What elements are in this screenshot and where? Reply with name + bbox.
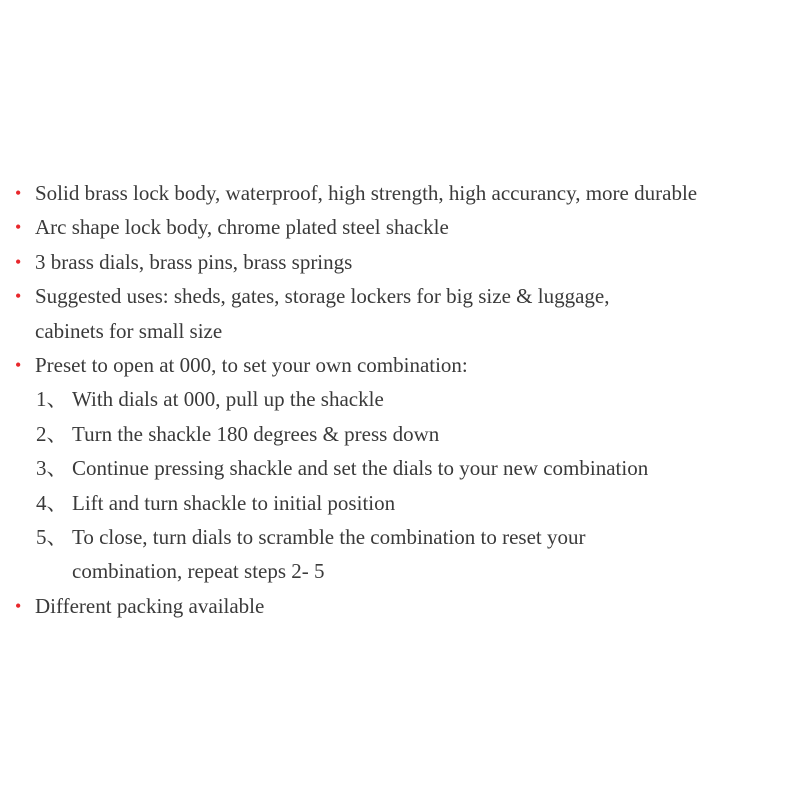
feature-text: Solid brass lock body, waterproof, high strength, high accurancy, more durable (35, 181, 698, 205)
bullet-icon: • (15, 354, 22, 375)
step-item (0, 451, 800, 485)
bullet-icon: • (15, 286, 22, 307)
preset-intro-text: Preset to open at 000, to set your own combination: (35, 352, 468, 377)
step-text: With dials at 000, pull up the shackle (72, 387, 384, 412)
packing-text: Different packing available (35, 593, 265, 618)
suggested-uses-item (0, 279, 800, 313)
step-item (0, 486, 800, 520)
packing-item (0, 589, 800, 623)
step-number: 5、 (36, 524, 68, 549)
feature-item (0, 210, 800, 244)
bullet-icon: • (15, 217, 22, 238)
step-item (0, 520, 800, 554)
feature-item (0, 176, 800, 210)
feature-text: 3 brass dials, brass pins, brass springs (35, 249, 353, 274)
preset-item (0, 348, 800, 382)
step-number: 3、 (36, 456, 68, 481)
feature-text: Arc shape lock body, chrome plated steel shackle (35, 215, 449, 240)
step-number: 4、 (36, 490, 68, 515)
step-item (0, 382, 800, 416)
bullet-icon: • (15, 595, 22, 616)
suggested-uses-text-continued: cabinets for small size (35, 318, 223, 343)
suggested-uses-text: Suggested uses: sheds, gates, storage lockers for big size & luggage, (35, 284, 610, 309)
product-description (0, 176, 800, 623)
step-text: Continue pressing shackle and set the dials to your new combination (72, 456, 649, 481)
bullet-icon: • (15, 251, 22, 272)
step-text: To close, turn dials to scramble the combination to reset your (72, 524, 586, 549)
step-continuation (0, 554, 800, 588)
step-text: Turn the shackle 180 degrees & press down (72, 421, 440, 446)
bullet-icon: • (15, 183, 22, 203)
step-number: 2、 (36, 421, 68, 446)
step-number: 1、 (36, 387, 68, 412)
step-item (0, 417, 800, 451)
feature-item (0, 245, 800, 279)
step-text: Lift and turn shackle to initial position (72, 490, 396, 515)
step-text-continued: combination, repeat steps 2- 5 (72, 559, 325, 584)
suggested-uses-continuation (0, 314, 800, 348)
